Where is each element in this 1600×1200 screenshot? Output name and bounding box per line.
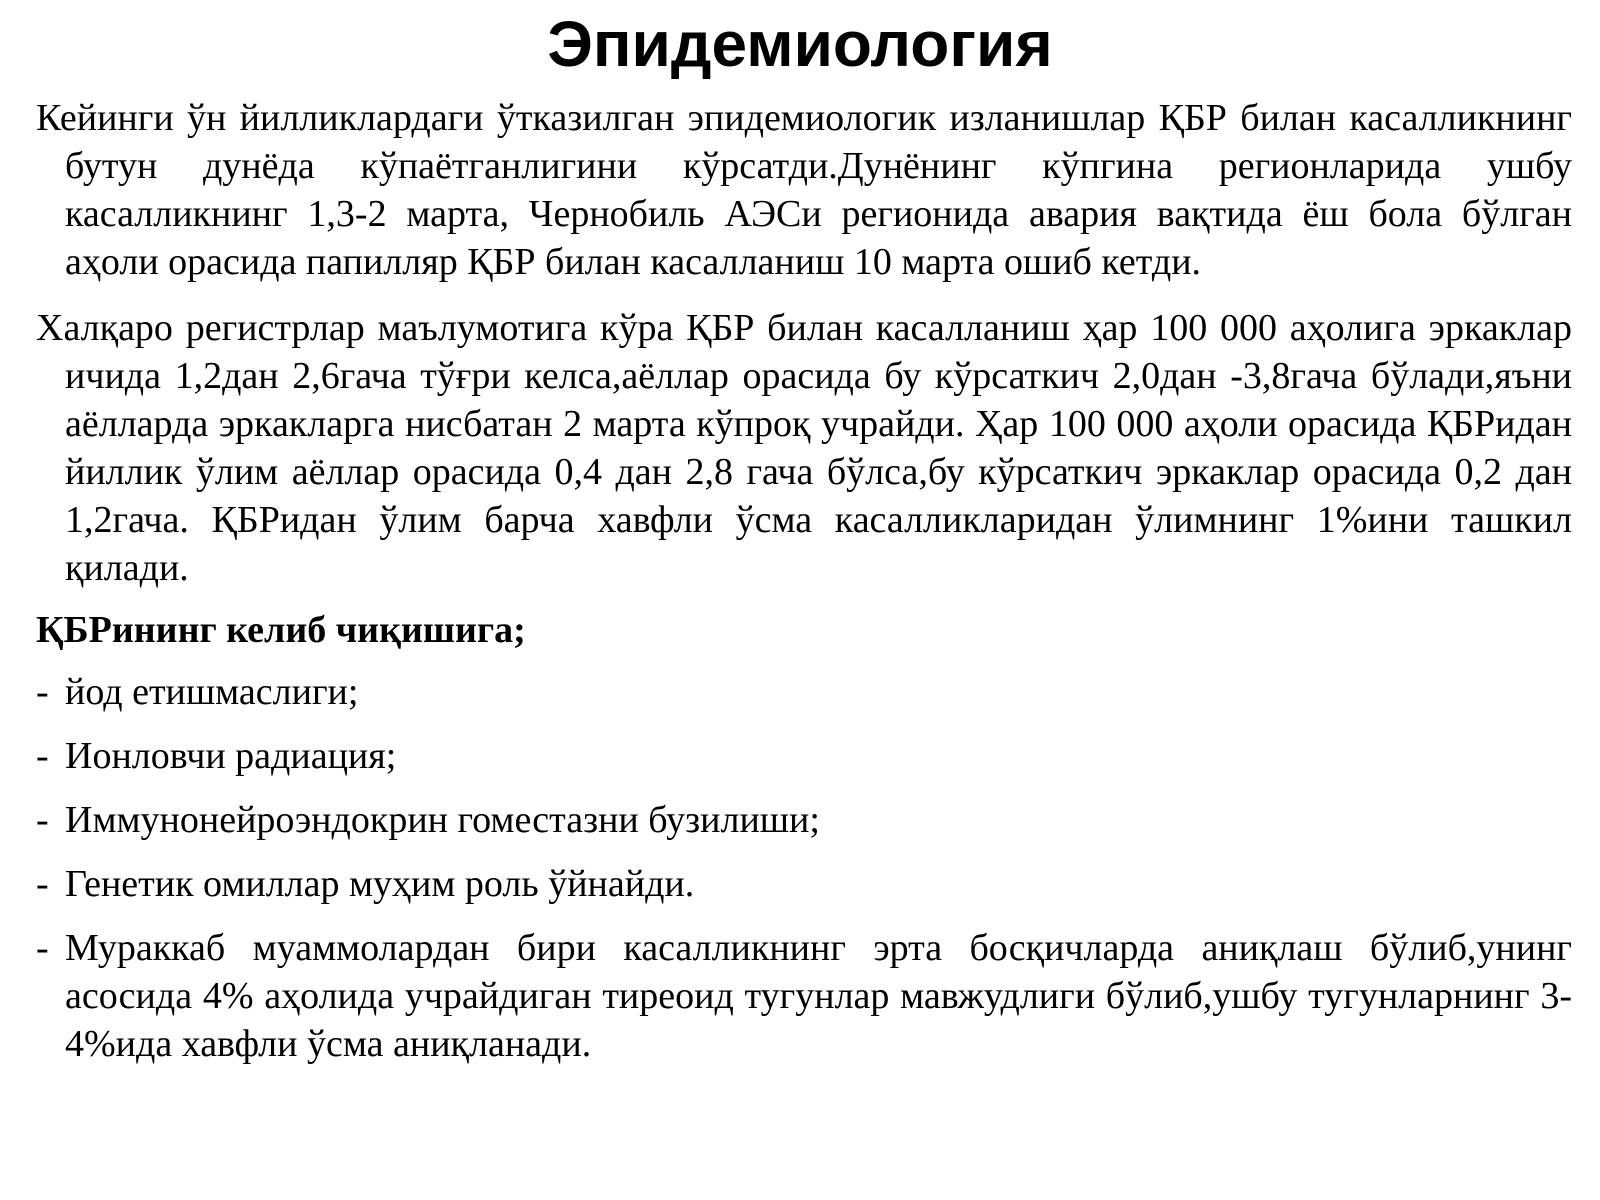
causes-list — [36, 668, 1572, 1068]
bullet-dash: - — [36, 927, 49, 969]
list-item — [36, 860, 1572, 908]
cause-iodine-deficiency: йод етишмаслиги; — [65, 671, 359, 713]
slide-content — [36, 94, 1572, 1084]
epidemiology-paragraph: Кейинги ўн йилликлардаги ўтказилган эпидемиологик изланишлар ҚБР билан касалликнинг бутун дунёда кўпаётганлигини кўрсатди.Дунёнинг кўпгина регионларида ушбу касалликнинг 1,3-2 марта, Чернобиль АЭСи регионида авария вақтида ёш бола бўлган аҳоли орасида папилляр ҚБР билан касалланиш 10 марта ошиб кетди. — [36, 97, 1572, 283]
list-item — [36, 924, 1572, 1068]
registry-statistics-paragraph: Халқаро регистрлар маълумотига кўра ҚБР билан касалланиш ҳар 100 000 аҳолига эркаклар ичида 1,2дан 2,6гача тўғри келса,аёллар орасида бу кўрсаткич 2,0дан -3,8гача бўлади,яъни аёлларда эркакларга нисбатан 2 марта кўпроқ учрайди. Ҳар 100 000 аҳоли орасида ҚБРидан йиллик ўлим аёллар орасида 0,4 дан 2,8 гача бўлса,бу кўрсаткич эркаклар орасида 0,2 дан 1,2гача. ҚБРидан ўлим барча хавфли ўсма касалликларидан ўлимнинг 1%ини ташкил қилади. — [36, 307, 1572, 589]
bullet-dash: - — [36, 863, 49, 905]
list-item — [36, 796, 1572, 844]
page-title: Эпидемиология — [547, 8, 1053, 80]
cause-ionizing-radiation: Ионловчи радиация; — [65, 735, 397, 777]
list-item — [36, 732, 1572, 780]
bullet-dash: - — [36, 799, 49, 841]
cause-early-detection-problem: Мураккаб муаммолардан бири касалликнинг эрта босқичларда аниқлаш бўлиб,унинг асосида 4% аҳолида учрайдиган тиреоид тугунлар мавжудлиги бўлиб,ушбу тугунларнинг 3-4%ида хавфли ўсма аниқланади. — [65, 927, 1572, 1065]
cause-immunoneuroendocrine: Иммунонейроэндокрин гоместазни бузилиши; — [65, 799, 820, 841]
cause-genetic-factors: Генетик омиллар муҳим роль ўйнайди. — [65, 863, 695, 905]
causes-heading: ҚБРининг келиб чиқишига; — [36, 609, 526, 651]
bullet-dash: - — [36, 735, 49, 777]
bullet-dash: - — [36, 671, 49, 713]
list-item — [36, 668, 1572, 716]
